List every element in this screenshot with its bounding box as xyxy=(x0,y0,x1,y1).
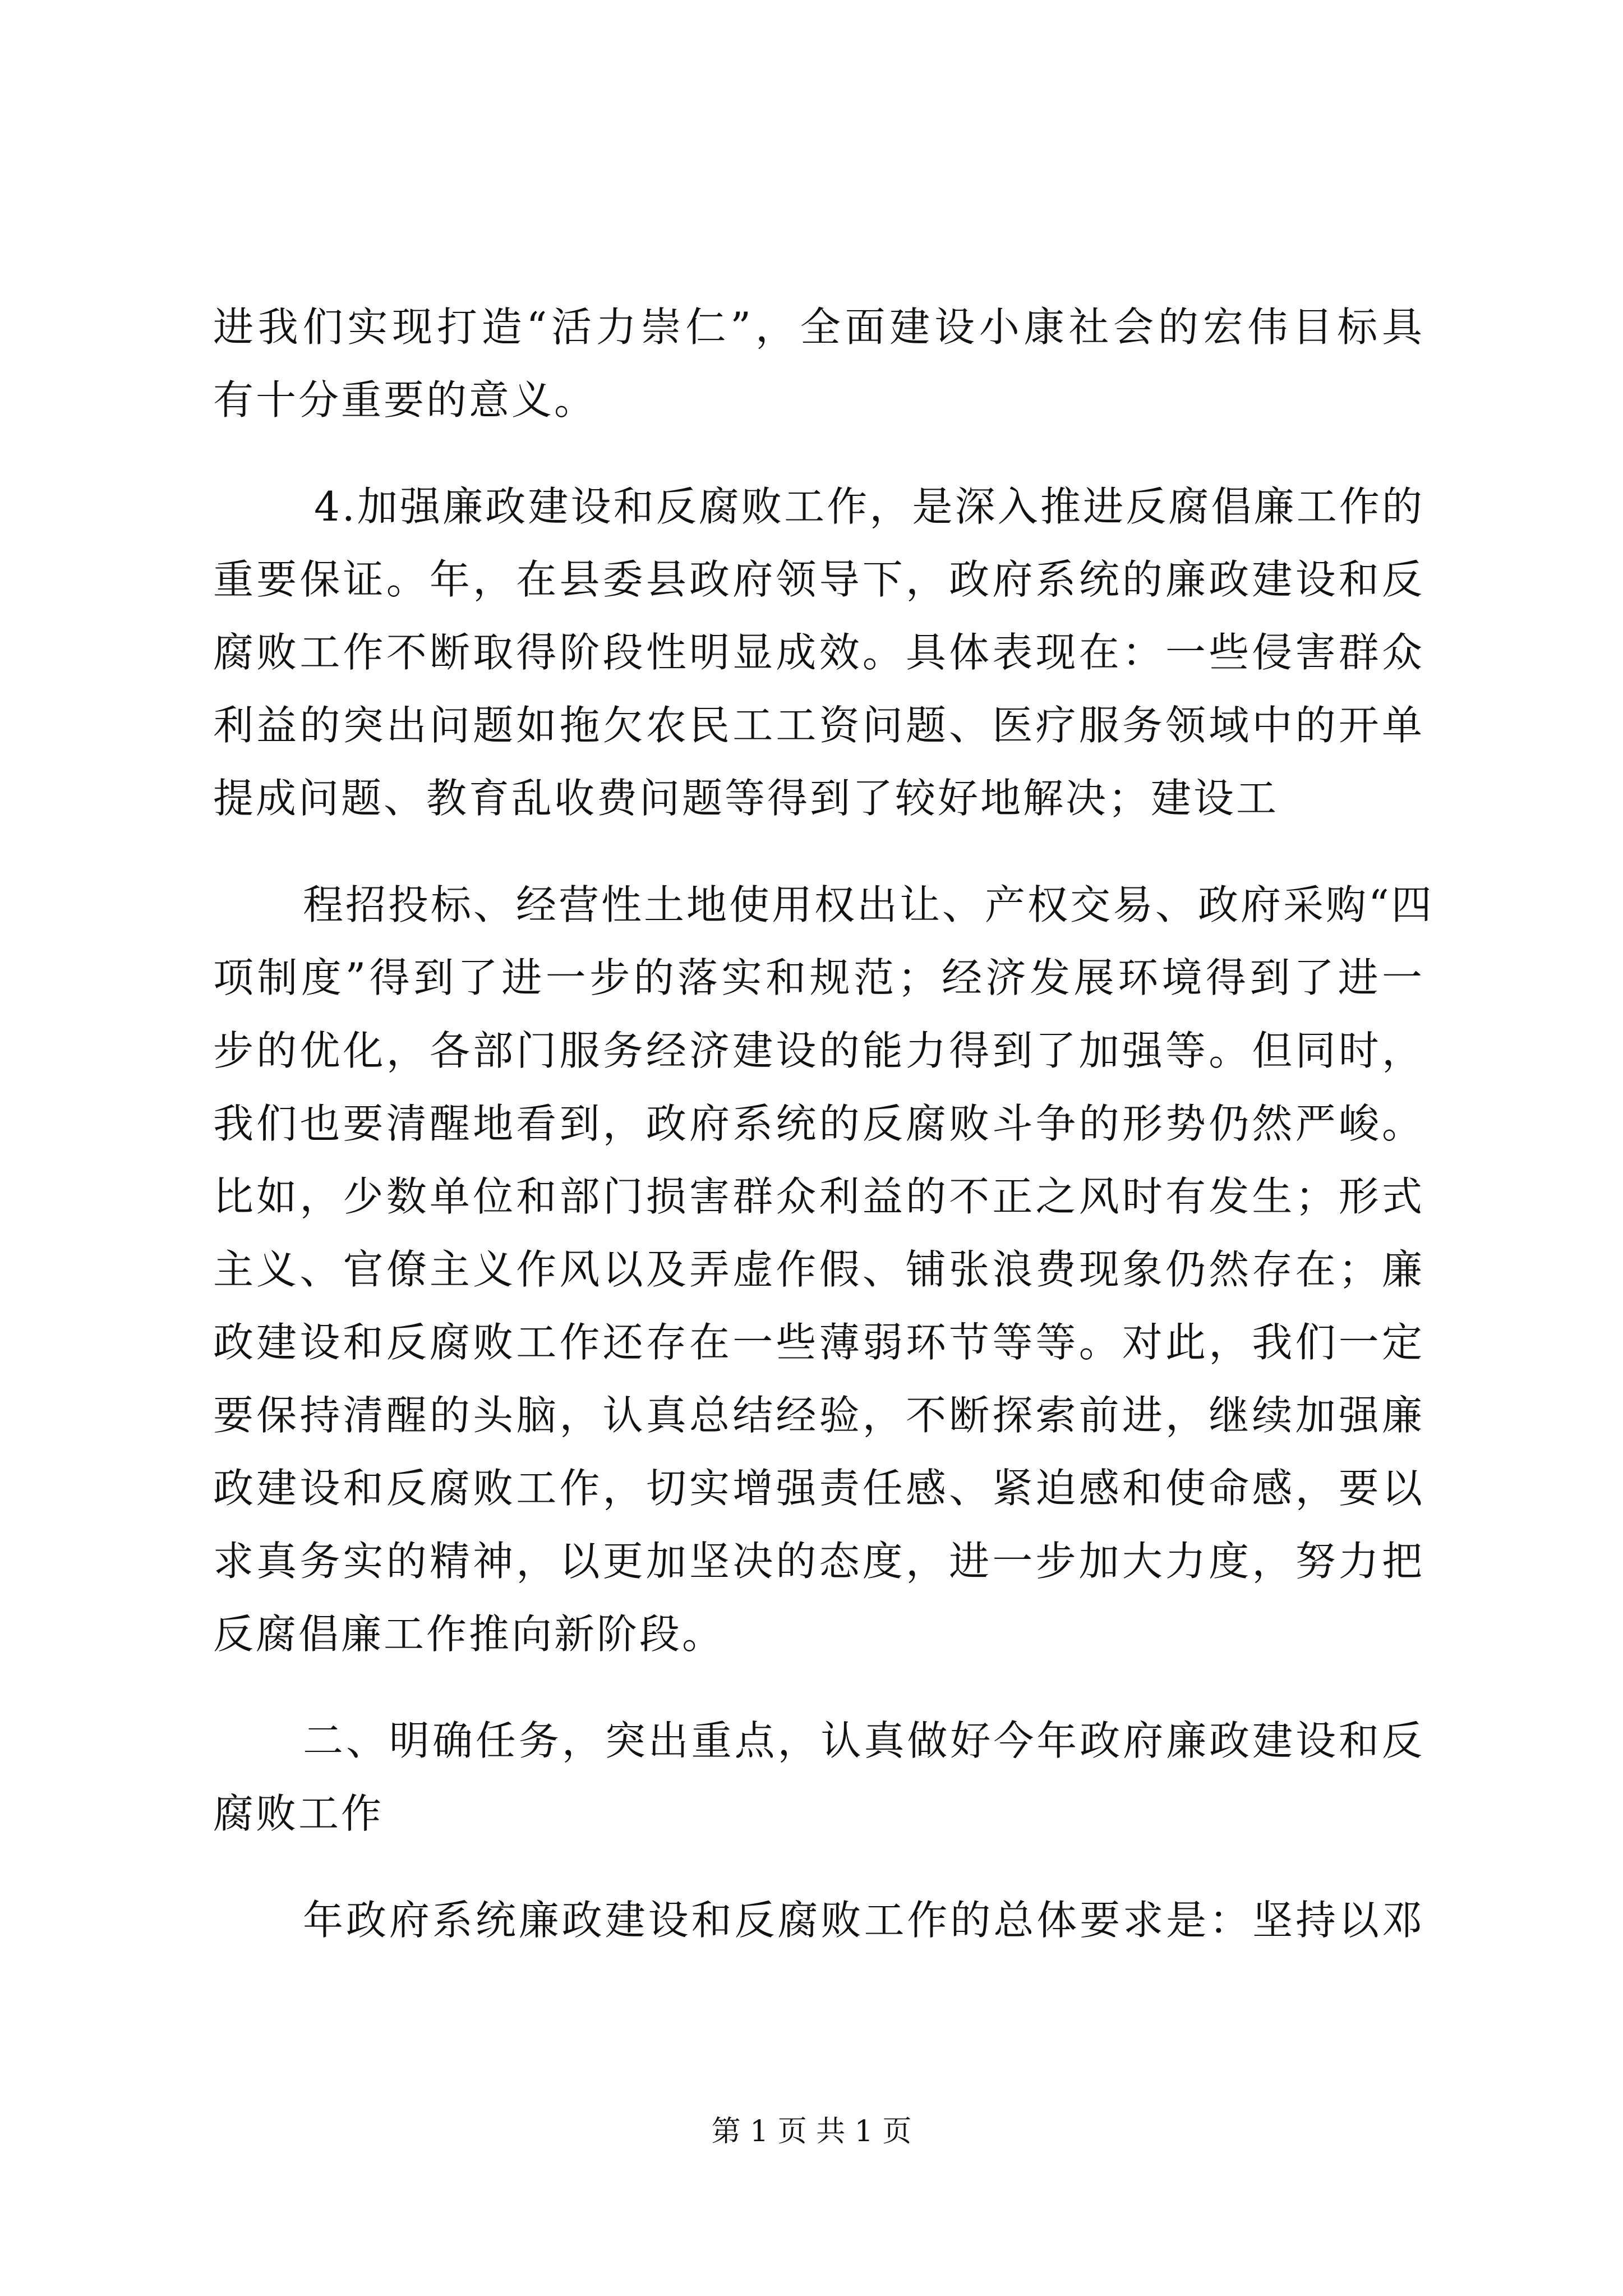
text-line: 主义、官僚主义作风以及弄虚作假、铺张浪费现象仍然存在；廉 xyxy=(213,1246,1424,1293)
text-line: 有十分重要的意义。 xyxy=(213,376,597,424)
paragraph-heading-line: 4.加强廉政建设和反腐败工作，是深入推进反腐倡廉工作的 xyxy=(314,483,1424,530)
text-line: 我们也要清醒地看到，政府系统的反腐败斗争的形势仍然严峻。 xyxy=(213,1100,1424,1147)
text-line: 腐败工作不断取得阶段性明显成效。具体表现在：一些侵害群众 xyxy=(213,629,1424,676)
text-line: 要保持清醒的头脑，认真总结经验，不断探索前进，继续加强廉 xyxy=(213,1392,1424,1439)
text-line: 反腐倡廉工作推向新阶段。 xyxy=(213,1611,725,1658)
text-line: 提成问题、教育乱收费问题等得到了较好地解决；建设工 xyxy=(213,775,1279,822)
text-line: 重要保证。年，在县委县政府领导下，政府系统的廉政建设和反 xyxy=(213,556,1424,603)
text-line: 项制度”得到了进一步的落实和规范；经济发展环境得到了进一 xyxy=(213,954,1424,1001)
text-line: 程招投标、经营性土地使用权出让、产权交易、政府采购“四 xyxy=(303,881,1434,928)
text-line: 政建设和反腐败工作还存在一些薄弱环节等等。对此，我们一定 xyxy=(213,1319,1424,1366)
text-line: 政建设和反腐败工作，切实增强责任感、紧迫感和使命感，要以 xyxy=(213,1465,1424,1512)
page-footer: 第 1 页 共 1 页 xyxy=(711,2115,912,2148)
text-line: 年政府系统廉政建设和反腐败工作的总体要求是：坚持以邓 xyxy=(303,1897,1424,1944)
section-heading-line: 腐败工作 xyxy=(213,1790,384,1837)
text-line: 进我们实现打造“活力崇仁”，全面建设小康社会的宏伟目标具 xyxy=(213,303,1424,351)
text-line: 求真务实的精神，以更加坚决的态度，进一步加大力度，努力把 xyxy=(213,1538,1424,1585)
text-line: 步的优化，各部门服务经济建设的能力得到了加强等。但同时， xyxy=(213,1027,1424,1074)
text-line: 利益的突出问题如拖欠农民工工资问题、医疗服务领域中的开单 xyxy=(213,702,1424,749)
text-line: 比如，少数单位和部门损害群众利益的不正之风时有发生；形式 xyxy=(213,1173,1424,1220)
section-heading-line: 二、明确任务，突出重点，认真做好今年政府廉政建设和反 xyxy=(303,1717,1424,1764)
